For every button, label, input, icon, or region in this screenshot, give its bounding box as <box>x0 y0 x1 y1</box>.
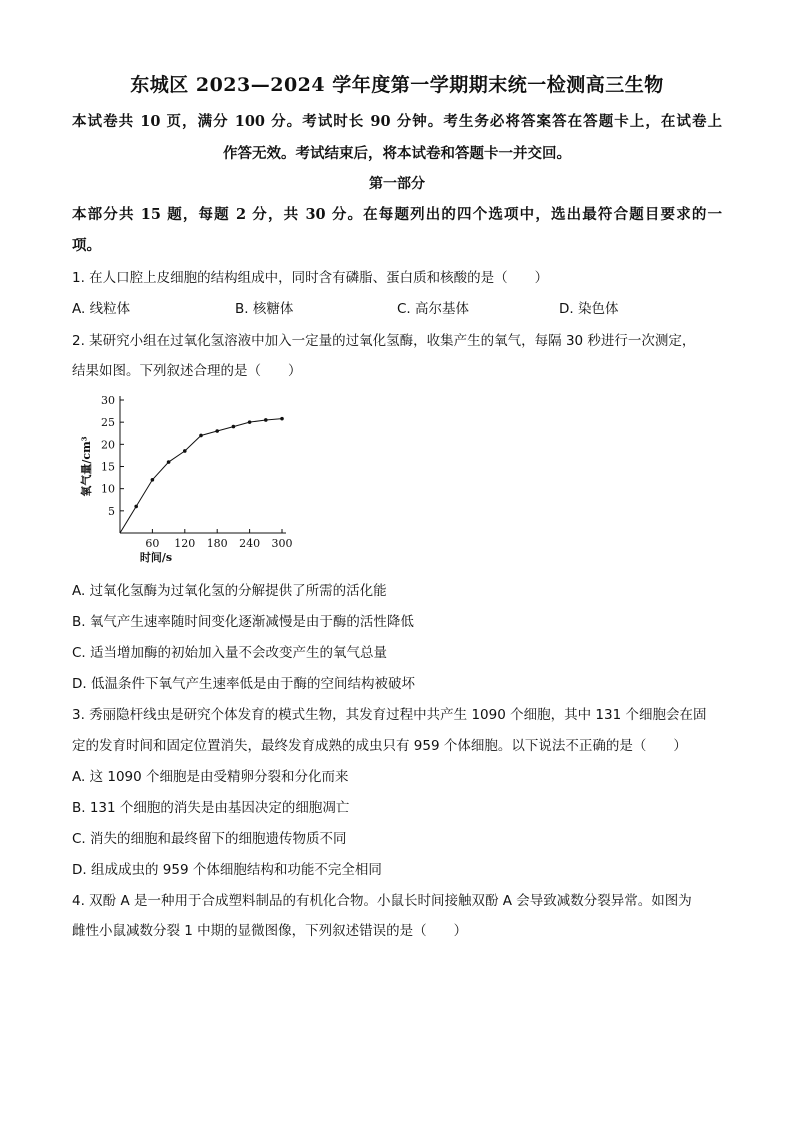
q4-stem-line-2: 雌性小鼠减数分裂 1 中期的显微图像，下列叙述错误的是（ ） <box>72 923 468 939</box>
data-point <box>232 425 236 429</box>
x-tick-label: 300 <box>271 537 293 550</box>
q1-stem: 1. 在人口腔上皮细胞的结构组成中，同时含有磷脂、蛋白质和核酸的是（ ） <box>72 270 549 286</box>
y-tick-label: 30 <box>101 394 115 407</box>
part-heading: 第一部分 <box>369 176 425 192</box>
exam-instructions-line-1: 本试卷共 10 页，满分 100 分。考试时长 90 分钟。考生务必将答案答在答题卡上，在试卷上 <box>72 113 722 130</box>
q1-option-c: C. 高尔基体 <box>397 301 470 317</box>
x-tick-label: 180 <box>206 537 228 550</box>
y-tick-label: 10 <box>101 482 115 496</box>
data-point <box>151 478 155 482</box>
data-point <box>264 418 268 422</box>
q3-option-b: B. 131 个细胞的消失是由基因决定的细胞凋亡 <box>72 800 350 816</box>
q2-option-a: A. 过氧化氢酶为过氧化氢的分解提供了所需的活化能 <box>72 583 387 599</box>
y-axis-label: 氧气量/cm³ <box>80 436 93 497</box>
y-tick-label: 5 <box>108 504 115 518</box>
data-point <box>134 505 138 509</box>
data-point <box>215 429 219 433</box>
q2-stem-line-2: 结果如图。下列叙述合理的是（ ） <box>72 363 302 379</box>
q2-option-c: C. 适当增加酶的初始加入量不会改变产生的氧气总量 <box>72 645 388 661</box>
x-axis-label: 时间/s <box>139 551 173 564</box>
q4-stem-line-1: 4. 双酚 A 是一种用于合成塑料制品的有机化合物。小鼠长时间接触双酚 A 会导致减数分裂异常。如图为 <box>72 893 692 909</box>
data-point <box>199 434 203 438</box>
y-tick-label: 15 <box>101 460 115 474</box>
data-point <box>167 460 171 464</box>
x-tick-label: 120 <box>174 537 196 550</box>
q3-stem-line-2: 定的发育时间和固定位置消失，最终发育成熟的成虫只有 959 个体细胞。以下说法不正确的是（ ） <box>72 738 687 754</box>
page-title: 东城区 2023—2024 学年度第一学期期末统一检测高三生物 <box>130 74 664 96</box>
data-point <box>280 417 284 421</box>
q2-option-b: B. 氧气产生速率随时间变化逐渐减慢是由于酶的活性降低 <box>72 614 414 630</box>
exam-instructions-line-2: 作答无效。考试结束后，将本试卷和答题卡一并交回。 <box>223 145 571 162</box>
data-point <box>183 449 187 453</box>
q1-option-d: D. 染色体 <box>559 301 619 317</box>
q1-option-b: B. 核糖体 <box>235 301 294 317</box>
part-description-line-2: 项。 <box>72 237 101 254</box>
oxygen-chart <box>74 385 294 570</box>
data-point <box>248 420 252 424</box>
part-description-line-1: 本部分共 15 题，每题 2 分，共 30 分。在每题列出的四个选项中，选出最符合题目要求的一 <box>72 206 722 223</box>
x-tick-label: 240 <box>239 537 261 550</box>
q2-stem-line-1: 2. 某研究小组在过氧化氢溶液中加入一定量的过氧化氢酶，收集产生的氧气，每隔 30 秒进行一次测定， <box>72 333 696 349</box>
x-tick-label: 60 <box>145 537 160 550</box>
q3-option-a: A. 这 1090 个细胞是由受精卵分裂和分化而来 <box>72 769 349 785</box>
q3-stem-line-1: 3. 秀丽隐杆线虫是研究个体发育的模式生物，其发育过程中共产生 1090 个细胞，其中 131 个细胞会在固 <box>72 707 707 723</box>
y-tick-label: 20 <box>101 438 115 452</box>
q3-option-c: C. 消失的细胞和最终留下的细胞遗传物质不同 <box>72 831 347 847</box>
q1-option-a: A. 线粒体 <box>72 301 131 317</box>
q3-option-d: D. 组成成虫的 959 个体细胞结构和功能不完全相同 <box>72 862 382 878</box>
y-tick-label: 25 <box>101 416 115 430</box>
q2-option-d: D. 低温条件下氧气产生速率低是由于酶的空间结构被破坏 <box>72 676 415 692</box>
